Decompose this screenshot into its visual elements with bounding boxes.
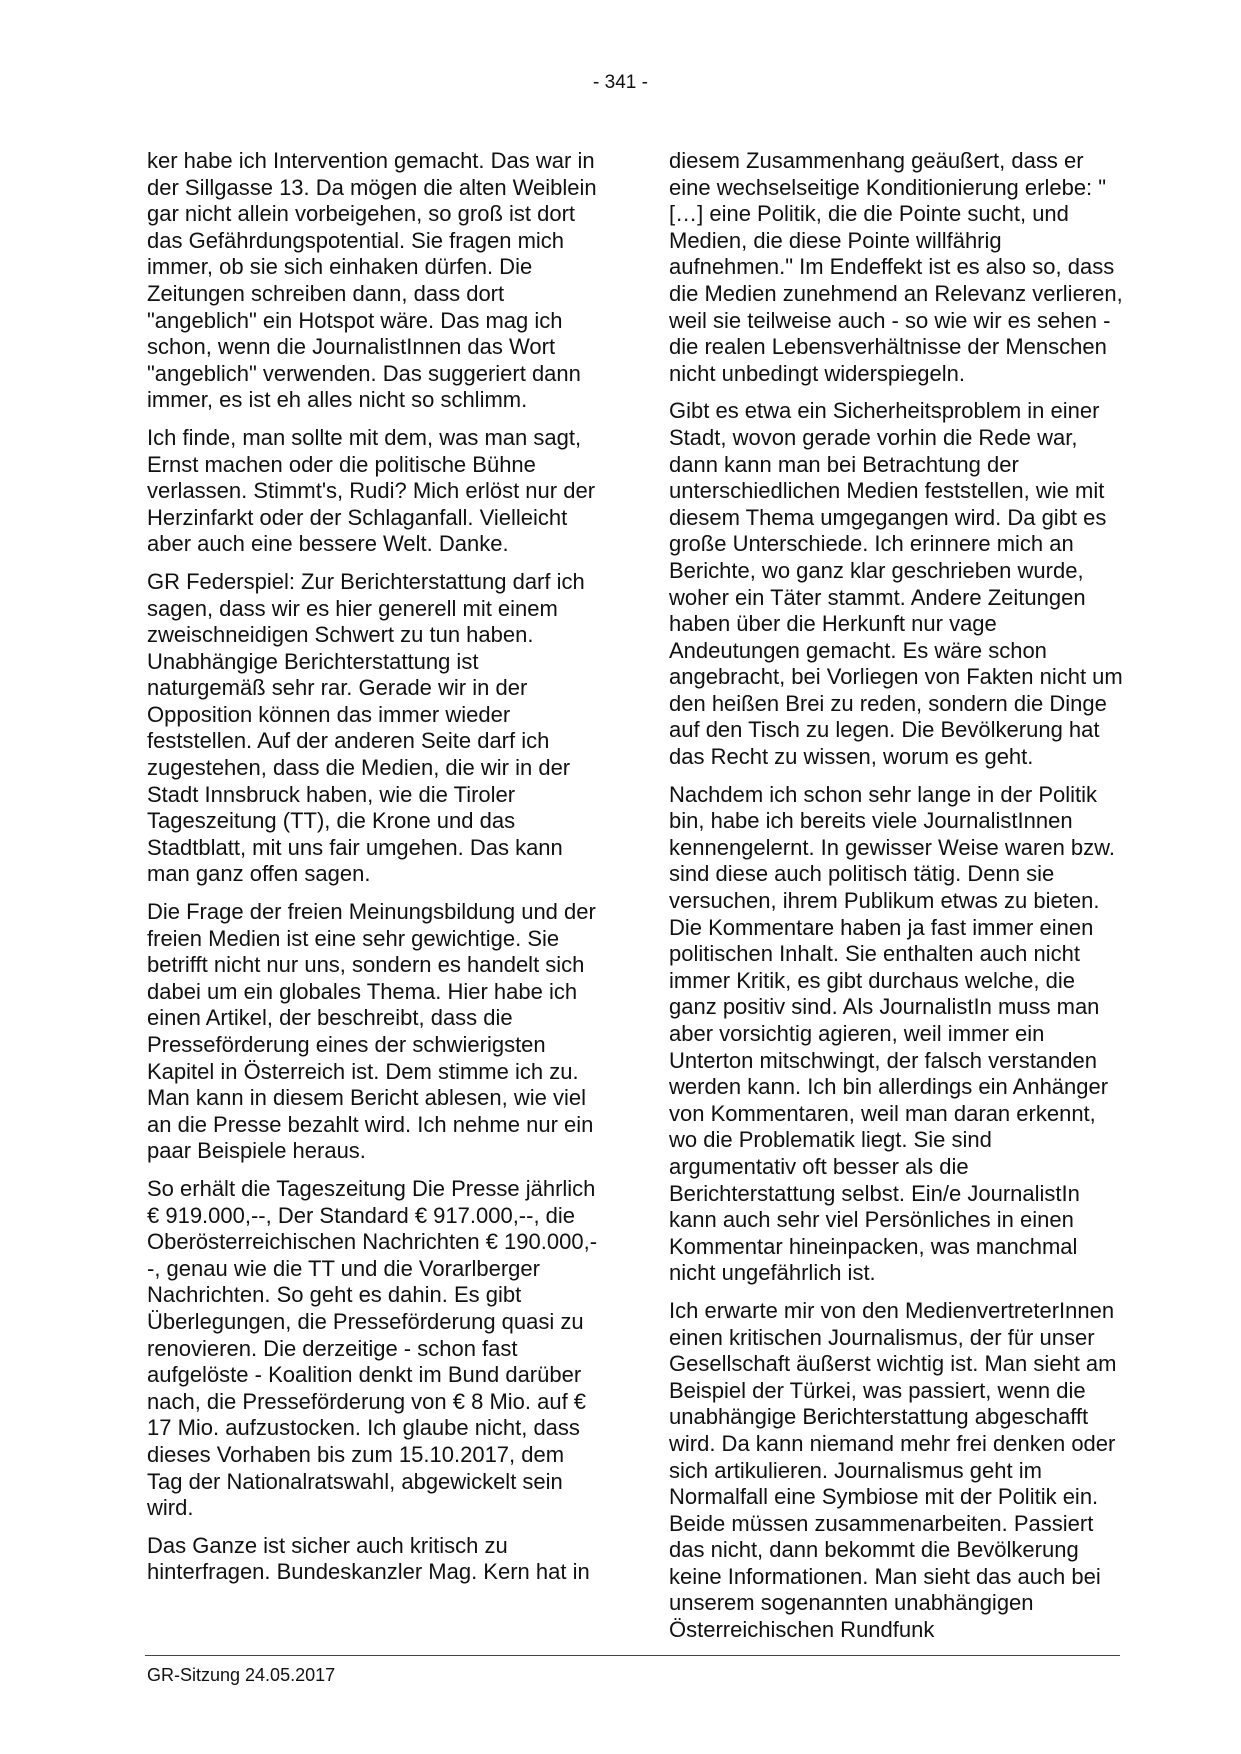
right-text-column	[669, 148, 1124, 1655]
paragraph: diesem Zusammenhang geäußert, dass er eine wechselseitige Konditionierung erlebe: " […] eine Politik, die die Pointe sucht, und Medien, die diese Pointe willfährig aufnehmen." Im Endeffekt ist es also so, dass die Medien zunehmend an Relevanz verlieren, weil sie teilweise auch - so wie wir es sehen - die realen Lebensverhältnisse der Menschen nicht unbedingt widerspiegeln.	[669, 148, 1123, 386]
footer-divider	[145, 1655, 1120, 1656]
paragraph: Nachdem ich schon sehr lange in der Politik bin, habe ich bereits viele JournalistInnen kennengelernt. In gewisser Weise waren bzw. sind diese auch politisch tätig. Denn sie versuchen, ihrem Publikum etwas zu bieten. Die Kommentare haben ja fast immer einen politischen Inhalt. Sie enthalten auch nicht immer Kritik, es gibt durchaus welche, die ganz positiv sind. Als JournalistIn muss man aber vorsichtig agieren, weil immer ein Unterton mitschwingt, der falsch verstanden werden kann. Ich bin allerdings ein Anhänger von Kommentaren, weil man daran erkennt, wo die Problematik liegt. Sie sind argumentativ oft besser als die Berichterstattung selbst. Ein/e JournalistIn kann auch sehr viel Persönliches in einen Kommentar hineinpacken, was manchmal nicht ungefährlich ist.	[669, 781, 1115, 1286]
page-number: - 341 -	[593, 72, 648, 93]
paragraph: Ich finde, man sollte mit dem, was man sagt, Ernst machen oder die politische Bühne verlassen. Stimmt's, Rudi? Mich erlöst nur der Herzinfarkt oder der Schlaganfall. Vielleicht aber auch eine bessere Welt. Danke.	[147, 424, 596, 557]
paragraph: Ich erwarte mir von den MedienvertreterInnen einen kritischen Journalismus, der für unser Gesellschaft äußerst wichtig ist. Man sieht am Beispiel der Türkei, was passiert, wenn die unabhängige Berichterstattung abgeschafft wird. Da kann niemand mehr frei denken oder sich artikulieren. Journalismus geht im Normalfall eine Symbiose mit der Politik ein. Beide müssen zusammenarbeiten. Passiert das nicht, dann bekommt die Bevölkerung keine Informationen. Man sieht das auch bei unserem sogenannten unabhängigen Österreichischen Rundfunk	[669, 1297, 1117, 1643]
paragraph: So erhält die Tageszeitung Die Presse jährlich € 919.000,--, Der Standard € 917.000,--, die Oberösterreichischen Nachrichten € 190.000,--, genau wie die TT und die Vorarlberger Nachrichten. So geht es dahin. Es gibt Überlegungen, die Presseförderung quasi zu renovieren. Die derzeitige - schon fast aufgelöste - Koalition denkt im Bund darüber nach, die Presseförderung von € 8 Mio. auf € 17 Mio. aufzustocken. Ich glaube nicht, dass dieses Vorhaben bis zum 15.10.2017, dem Tag der Nationalratswahl, abgewickelt sein wird.	[147, 1175, 598, 1521]
left-text-column	[147, 148, 602, 1597]
paragraph: GR Federspiel: Zur Berichterstattung darf ich sagen, dass wir es hier generell mit einem zweischneidigen Schwert zu tun haben. Unabhängige Berichterstattung ist naturgemäß sehr rar. Gerade wir in der Opposition können das immer wieder feststellen. Auf der anderen Seite darf ich zugestehen, dass die Medien, die wir in der Stadt Innsbruck haben, wie die Tiroler Tageszeitung (TT), die Krone und das Stadtblatt, mit uns fair umgehen. Das kann man ganz offen sagen.	[147, 568, 585, 887]
paragraph: Gibt es etwa ein Sicherheitsproblem in einer Stadt, wovon gerade vorhin die Rede war, dann kann man bei Betrachtung der unterschiedlichen Medien feststellen, wie mit diesem Thema umgegangen wird. Da gibt es große Unterschiede. Ich erinnere mich an Berichte, wo ganz klar geschrieben wurde, woher ein Täter stammt. Andere Zeitungen haben über die Herkunft nur vage Andeutungen gemacht. Es wäre schon angebracht, bei Vorliegen von Fakten nicht um den heißen Brei zu reden, sondern die Dinge auf den Tisch zu legen. Die Bevölkerung hat das Recht zu wissen, worum es geht.	[669, 398, 1123, 770]
paragraph: Die Frage der freien Meinungsbildung und der freien Medien ist eine sehr gewichtige. Sie betrifft nicht nur uns, sondern es handelt sich dabei um ein globales Thema. Hier habe ich einen Artikel, der beschreibt, dass die Presseförderung eines der schwierigsten Kapitel in Österreich ist. Dem stimme ich zu. Man kann in diesem Bericht ablesen, wie viel an die Presse bezahlt wird. Ich nehme nur ein paar Beispiele heraus.	[147, 899, 596, 1164]
footer-session-date: GR-Sitzung 24.05.2017	[147, 1665, 336, 1685]
paragraph: ker habe ich Intervention gemacht. Das war in der Sillgasse 13. Da mögen die alten Weiblein gar nicht allein vorbeigehen, so groß ist dort das Gefährdungspotential. Sie fragen mich immer, ob sie sich einhaken dürfen. Die Zeitungen schreiben dann, dass dort "angeblich" ein Hotspot wäre. Das mag ich schon, wenn die JournalistInnen das Wort "angeblich" verwenden. Das suggeriert dann immer, es ist eh alles nicht so schlimm.	[147, 148, 597, 413]
paragraph: Das Ganze ist sicher auch kritisch zu hinterfragen. Bundeskanzler Mag. Kern hat in	[147, 1532, 590, 1585]
